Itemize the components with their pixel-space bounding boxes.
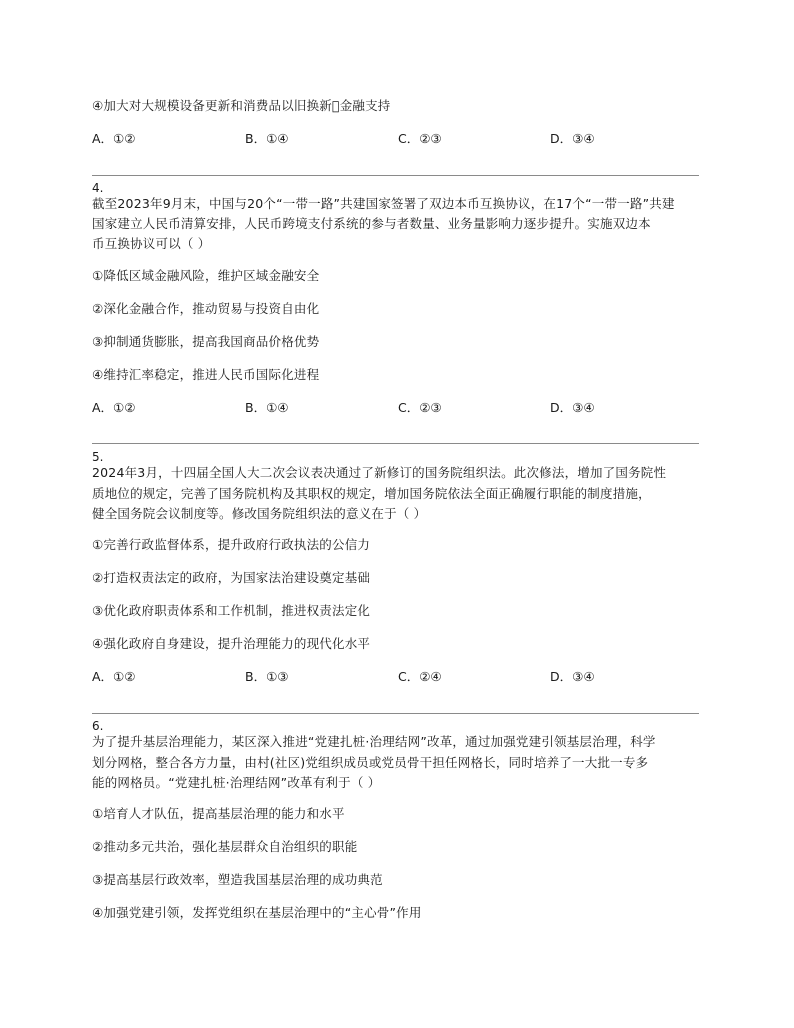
- q6-stem-line: 划分网格，整合各方力量，由村(社区)党组织成员或党员骨干担任网格长，同时培养了一大批一专多: [92, 755, 649, 770]
- question-divider: [92, 175, 699, 176]
- q5-item-3: ③优化政府职责体系和工作机制，推进权责法定化: [92, 603, 371, 618]
- q4-choice-b[interactable]: B．①④: [245, 400, 289, 415]
- q6-stem-line: 能的网格员。“党建扎桩·治理结网”改革有利于（ ）: [92, 775, 381, 790]
- question-divider: [92, 443, 699, 444]
- q5-stem-line: 2024年3月，十四届全国人大二次会议表决通过了新修订的国务院组织法。此次修法，增加了国务院性: [92, 465, 667, 480]
- q5-stem-line: 质地位的规定，完善了国务院机构及其职权的规定，增加国务院依法全面正确履行职能的制度措施，: [92, 486, 651, 501]
- q5-choice-a[interactable]: A．①②: [92, 669, 136, 684]
- q3-item-4: ④加大对大规模设备更新和消费品以旧换新􀀀金融支持: [92, 98, 391, 113]
- q5-stem-line: 健全国务院会议制度等。修改国务院组织法的意义在于（ ）: [92, 506, 427, 521]
- q4-number: 4.: [92, 181, 104, 195]
- q6-stem-line: 为了提升基层治理能力，某区深入推进“党建扎桩·治理结网”改革，通过加强党建引领基层治理，科学: [92, 734, 656, 749]
- q4-item-4: ④维持汇率稳定，推进人民币国际化进程: [92, 367, 320, 382]
- q6-item-3: ③提高基层行政效率，塑造我国基层治理的成功典范: [92, 872, 383, 887]
- q6-item-1: ①培育人才队伍，提高基层治理的能力和水平: [92, 806, 345, 821]
- q5-choice-c[interactable]: C．②④: [398, 669, 442, 684]
- q4-stem-line: 国家建立人民币清算安排，人民币跨境支付系统的参与者数量、业务量影响力逐步提升。实施双边本: [92, 216, 651, 231]
- q4-item-1: ①降低区域金融风险，维护区域金融安全: [92, 268, 320, 283]
- q6-item-2: ②推动多元共治，强化基层群众自治组织的职能: [92, 839, 358, 854]
- q3-choice-c[interactable]: C．②③: [398, 131, 442, 146]
- q4-choice-d[interactable]: D．③④: [550, 400, 595, 415]
- q5-number: 5.: [92, 450, 104, 464]
- q5-choice-d[interactable]: D．③④: [550, 669, 595, 684]
- q5-item-4: ④强化政府自身建设，提升治理能力的现代化水平: [92, 636, 371, 651]
- q5-item-2: ②打造权责法定的政府，为国家法治建设奠定基础: [92, 570, 371, 585]
- q6-item-4: ④加强党建引领，发挥党组织在基层治理中的“主心骨”作用: [92, 905, 422, 920]
- q5-choice-b[interactable]: B．①③: [245, 669, 289, 684]
- q5-item-1: ①完善行政监督体系，提升政府行政执法的公信力: [92, 537, 371, 552]
- q4-stem-line: 币互换协议可以（ ）: [92, 236, 211, 251]
- q4-stem-line: 截至2023年9月末，中国与20个“一带一路”共建国家签署了双边本币互换协议，在17个“一带一路”共建: [92, 196, 675, 211]
- q4-item-2: ②深化金融合作，推动贸易与投资自由化: [92, 301, 320, 316]
- q3-choice-b[interactable]: B．①④: [245, 131, 289, 146]
- q4-choice-a[interactable]: A．①②: [92, 400, 136, 415]
- question-divider: [92, 713, 699, 714]
- q3-choice-d[interactable]: D．③④: [550, 131, 595, 146]
- q3-choice-a[interactable]: A．①②: [92, 131, 136, 146]
- q4-choice-c[interactable]: C．②③: [398, 400, 442, 415]
- q6-number: 6.: [92, 719, 104, 733]
- q4-item-3: ③抑制通货膨胀，提高我国商品价格优势: [92, 334, 320, 349]
